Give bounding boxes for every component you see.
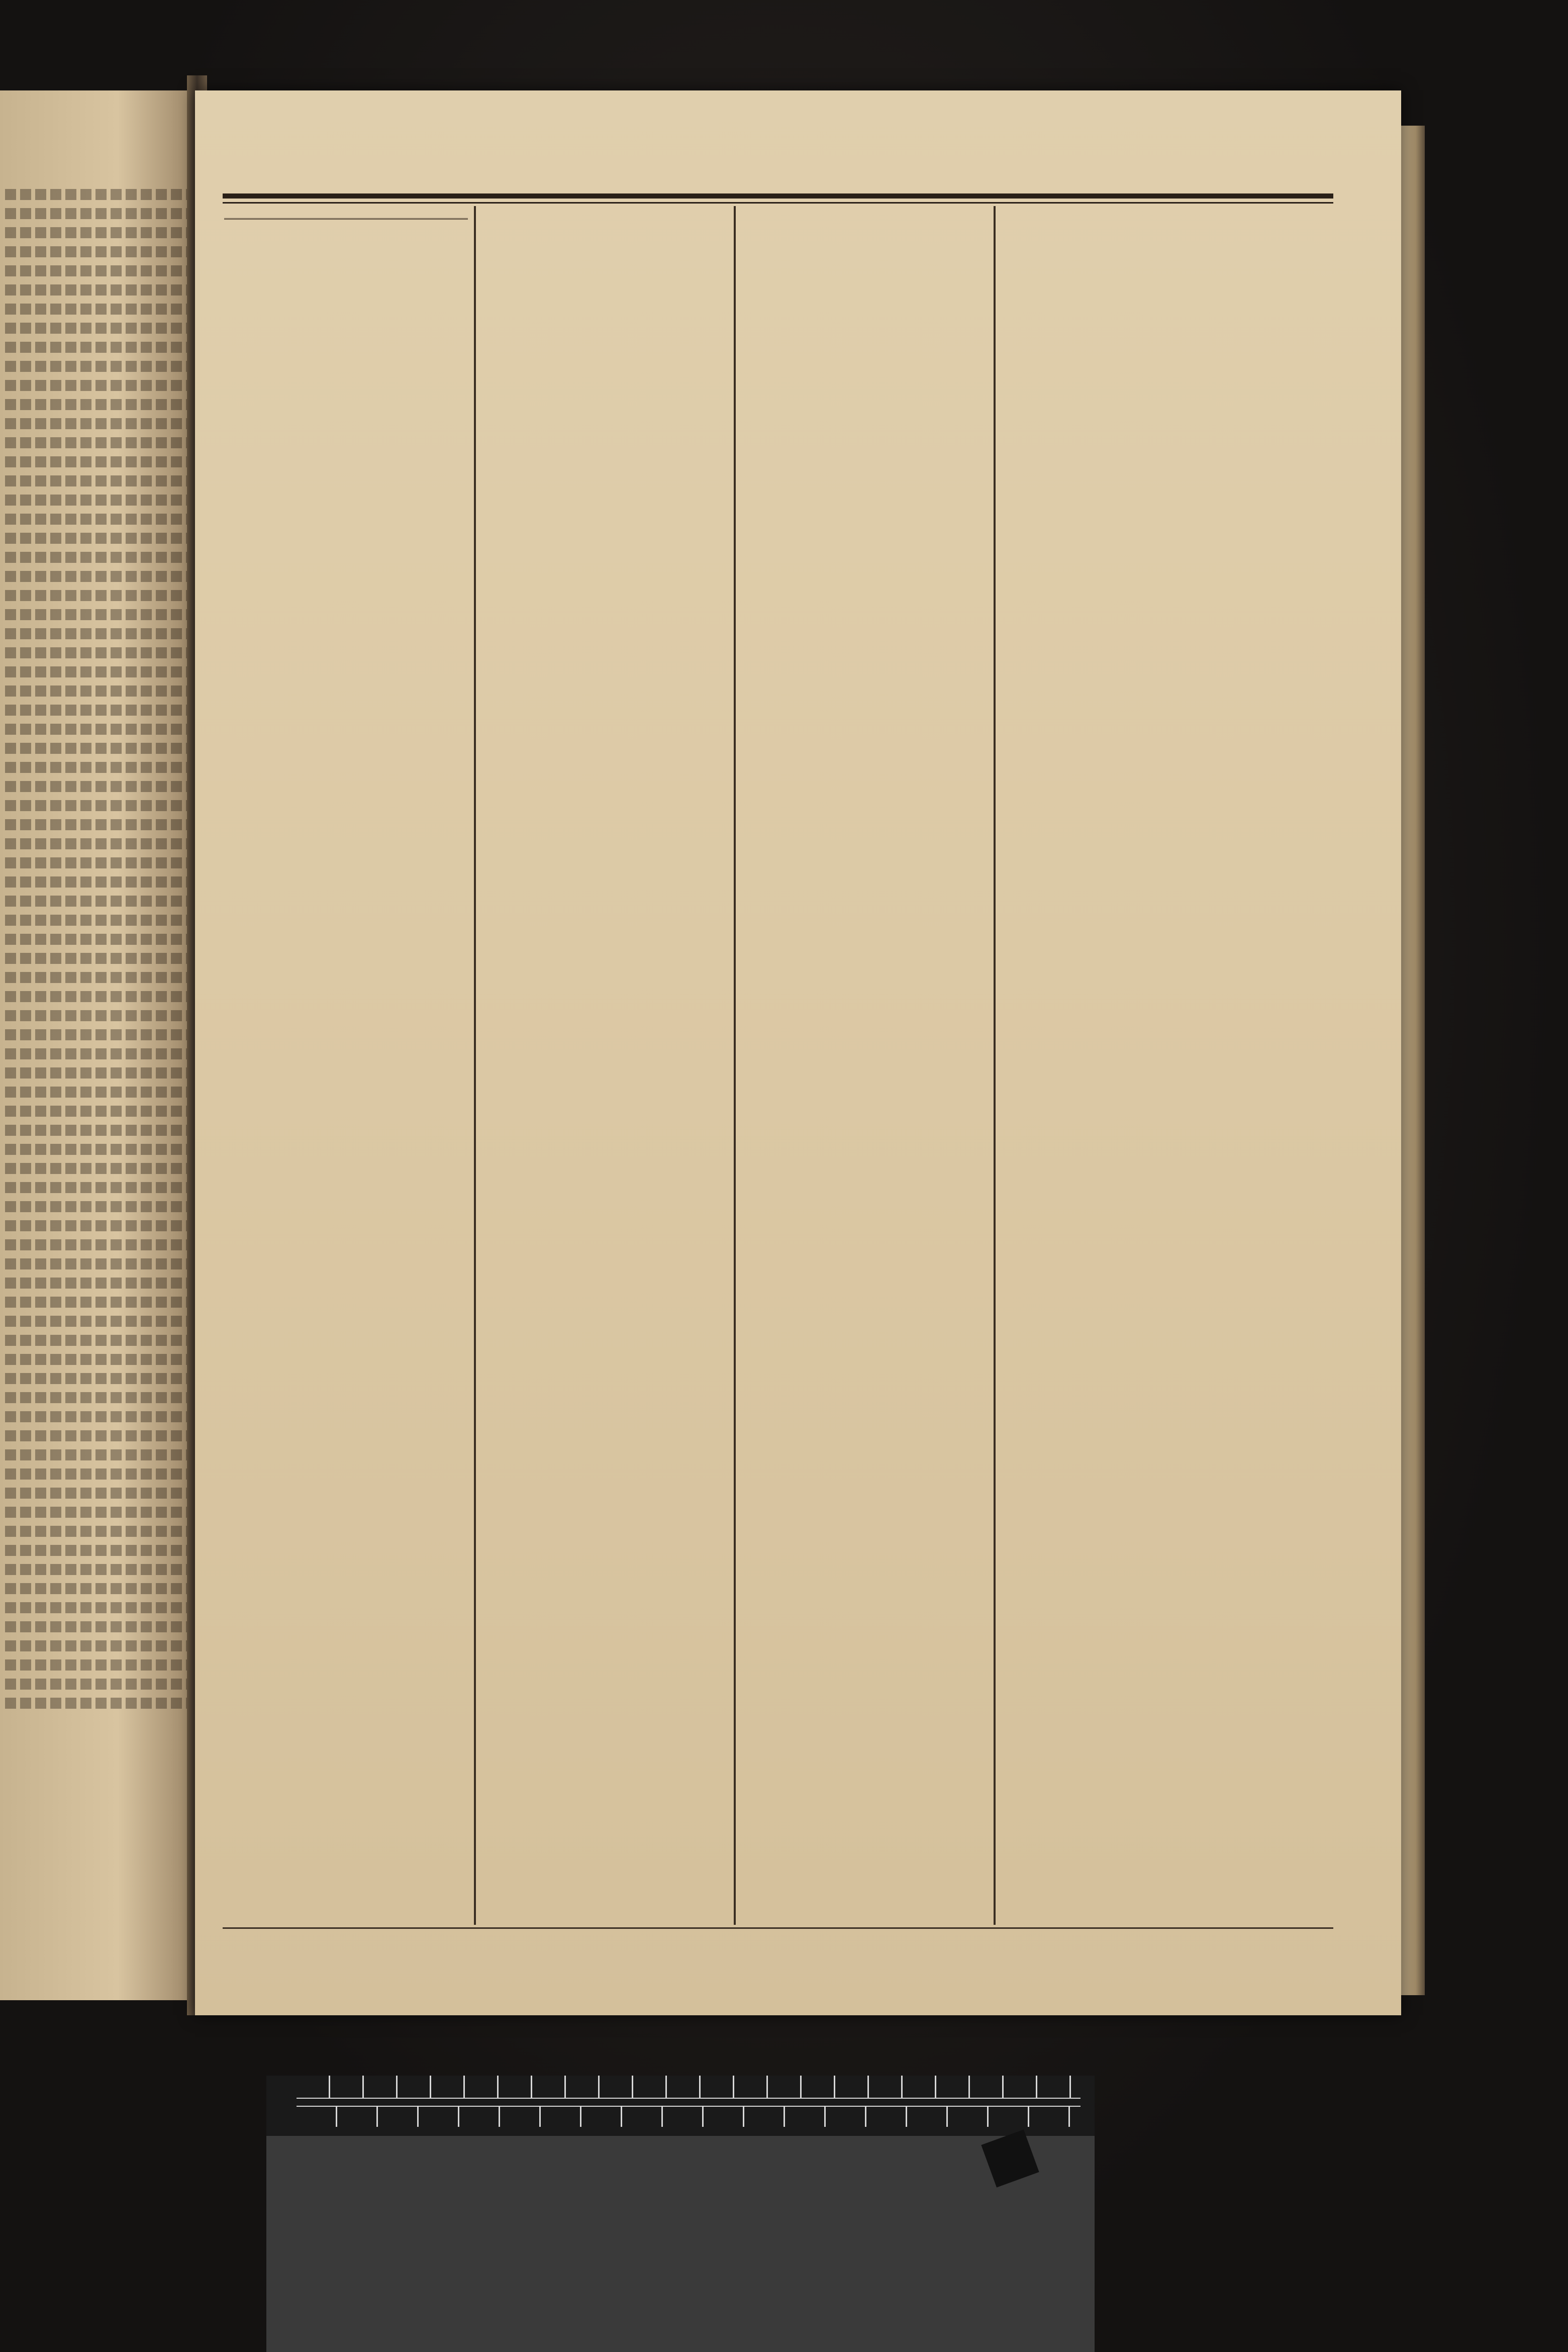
- column-4: [1004, 211, 1247, 1920]
- column-divider: [474, 206, 476, 1925]
- column-divider: [734, 206, 736, 1925]
- swatch-row-tints: [266, 2196, 1095, 2267]
- column-1: [224, 211, 468, 1920]
- left-page-text-lines: [5, 181, 191, 1717]
- section-heading: [224, 218, 468, 224]
- header-rule-thin: [223, 202, 1333, 204]
- swatch-row-solids: [266, 2274, 1095, 2352]
- colour-chart: [266, 2076, 1095, 2352]
- footer-rule: [223, 1927, 1333, 1929]
- newspaper-page: [195, 90, 1401, 2015]
- left-page-fragment: [0, 90, 196, 2000]
- inch-ticks: [297, 2076, 1081, 2099]
- column-3: [744, 211, 988, 1920]
- cm-ticks: [297, 2106, 1081, 2127]
- column-2: [484, 211, 728, 1920]
- danes-picta-logo: [981, 2129, 1039, 2187]
- header-rule: [223, 193, 1333, 199]
- ruler: [266, 2076, 1095, 2136]
- column-divider: [994, 206, 996, 1925]
- masthead: [225, 151, 1306, 191]
